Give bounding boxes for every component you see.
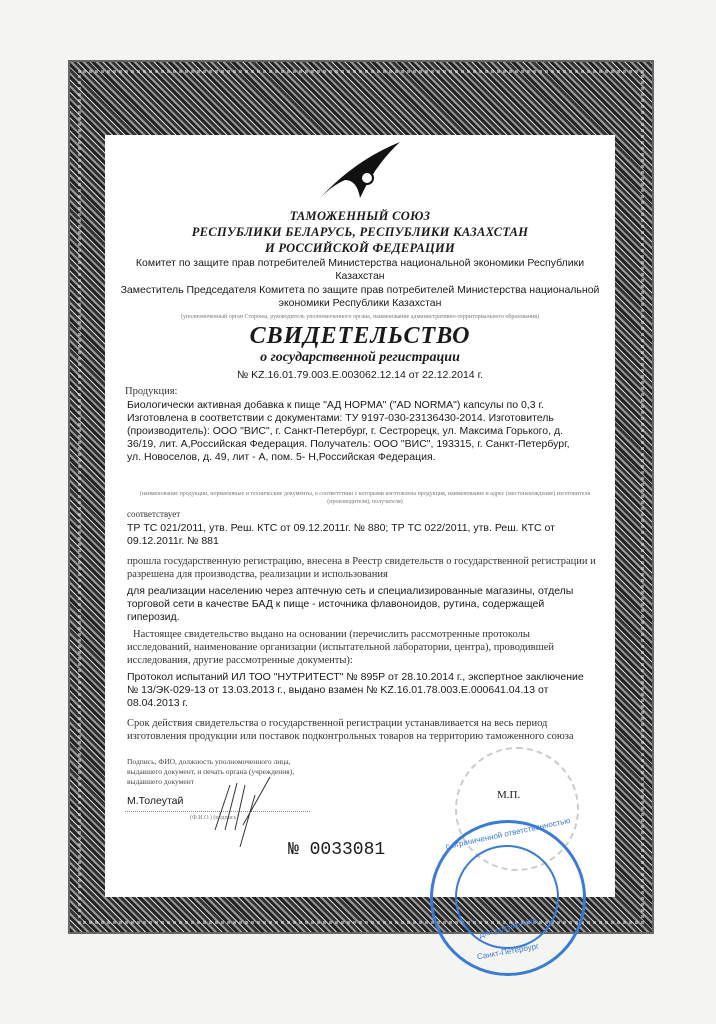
basis-details: Протокол испытаний ИЛ ТОО "НУТРИТЕСТ" № 895Р от 28.10.2014 г., экспертное заключение № 13/ЭК-029-13 от 13.03.2013 г., выдано взамен № KZ.16.01.78.003.E.000641.04.13 от 08.04.2013 г. xyxy=(127,671,584,709)
stamp-bottom-text: Санкт-Петербург xyxy=(476,941,540,962)
committee-name: Комитет по защите прав потребителей Министерства национальной экономики Республики Казахстан xyxy=(135,257,585,282)
certificate-title: СВИДЕТЕЛЬСТВО xyxy=(249,323,471,349)
emblem-logo-icon xyxy=(315,140,405,200)
stamp-top-text: с ограниченной ответственностью xyxy=(444,815,572,852)
signatory-caption: (Ф.И.О.) (подпись) xyxy=(190,815,239,821)
stamp-middle-text: для документов xyxy=(478,915,538,940)
signature-caption: Подпись, ФИО, должность уполномоченного лица, выдавшего документ, и печать органа (учреждения), выдавшего документ xyxy=(127,757,295,786)
seal-place-label: М.П. xyxy=(497,789,521,801)
conformity-text: ТР ТС 021/2011, утв. Реш. КТС от 09.12.2011г. № 880; ТР ТС 022/2011, утв. Реш. КТС от 09.12.2011г. № 881 xyxy=(127,522,555,547)
product-description: Биологически активная добавка к пище "АД НОРМА" ("AD NORMA") капсулы по 0,3 г. Изготовлена в соответствии с документами: ТУ 9197-030-23136430-2014. Изготовитель (производитель): ООО "ВИС", г. Санкт-Петербург, г. Сестрорецк, ул. Максима Горького, д. 36/19, лит. А,Российская Федерация. Получатель: ООО "ВИС", 193315, г. Санкт-Петербург, ул. Новоселов, д. 49, лит - А, пом. 5- Н,Российская Федерация. xyxy=(127,399,570,463)
authority-caption: (уполномоченный орган Стороны, руководитель уполномоченного органа, наименование административно-территориального образования) xyxy=(181,314,539,320)
union-title xyxy=(105,208,615,256)
basis-text: Настоящее свидетельство выдано на основании (перечислить рассмотренные протоколы исследований, наименование организации (испытательной лаборатории, центра), проводившей исследования, другие рассмотренные документы): xyxy=(127,629,554,666)
registration-usage: для реализации населению через аптечную сеть и специализированные магазины, отделы торговой сети в качестве БАД к пище - источника флавоноидов, рутина, содержащей гиперозид. xyxy=(127,585,574,623)
certificate-subtitle: о государственной регистрации xyxy=(260,350,460,365)
product-caption: (наименование продукции, нормативные и технические документы, в соответствии с которыми изготовлена продукция, наименование и адрес (местонахождение) изготовителя (производителя), получателя) xyxy=(139,491,591,505)
conformity-label: соответствует xyxy=(127,509,181,519)
union-title-line-2: РЕСПУБЛИКИ БЕЛАРУСЬ, РЕСПУБЛИКИ КАЗАХСТАН xyxy=(191,225,529,239)
signatory-name: М.Толеутай xyxy=(127,795,184,807)
validity-text: Срок действия свидетельства о государственной регистрации устанавливается на весь период изготовления продукции или поставок подконтрольных товаров на территорию таможенного союза xyxy=(127,718,574,742)
deputy-title: Заместитель Председателя Комитета по защите прав потребителей Министерства национальной экономики Республики Казахстан xyxy=(120,284,600,309)
union-title-line-1: ТАМОЖЕННЫЙ СОЮЗ xyxy=(289,209,431,223)
certificate-sheet xyxy=(105,135,615,897)
registration-text: прошла государственную регистрацию, внесена в Реестр свидетельств о государственной регистрации и разрешена для производства, реализации и использования xyxy=(127,556,596,580)
certificate-number: № KZ.16.01.79.003.E.003062.12.14 от 22.12.2014 г. xyxy=(236,369,484,381)
product-label: Продукция: xyxy=(125,386,178,397)
company-stamp xyxy=(430,815,586,976)
union-title-line-3: И РОССИЙСКОЙ ФЕДЕРАЦИИ xyxy=(264,241,456,255)
handwritten-signature-icon xyxy=(205,775,275,850)
form-serial-number: № 0033081 xyxy=(288,840,386,860)
